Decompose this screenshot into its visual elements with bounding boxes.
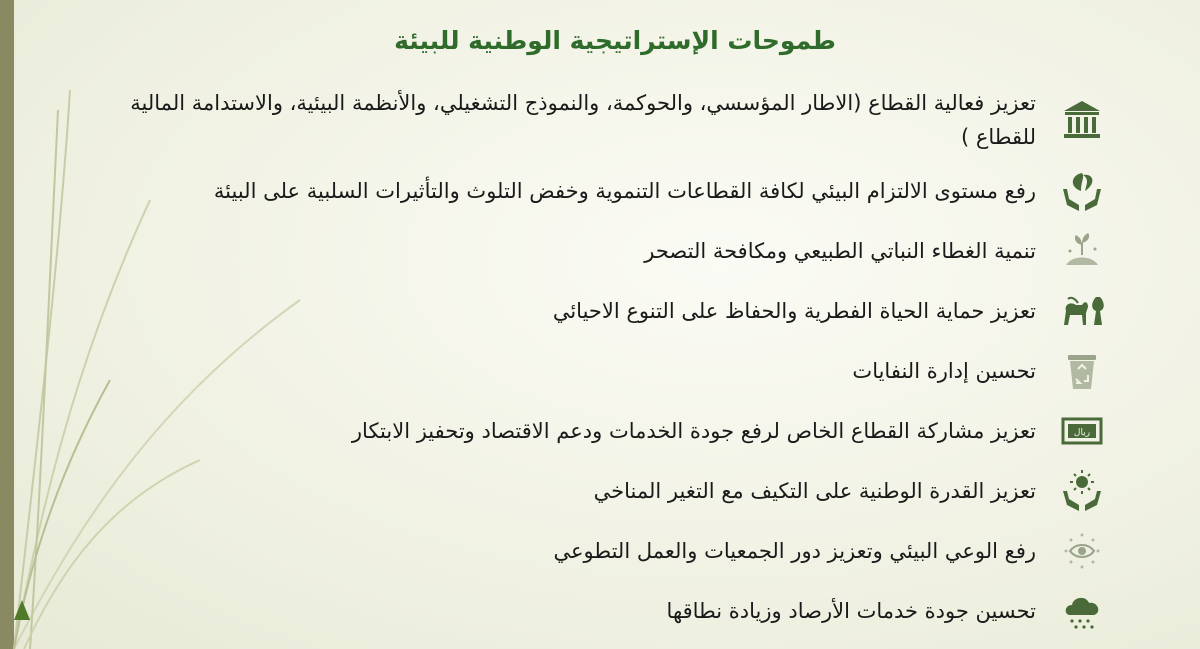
recycle-bin-icon xyxy=(1054,346,1110,396)
list-item-text: تنمية الغطاء النباتي الطبيعي ومكافحة التصحر xyxy=(644,239,1036,263)
list-item-text: تعزيز مشاركة القطاع الخاص لرفع جودة الخدمات ودعم الاقتصاد وتحفيز الابتكار xyxy=(351,419,1036,443)
list-item xyxy=(60,346,1110,396)
list-item xyxy=(60,286,1110,336)
list-item xyxy=(60,406,1110,456)
list-item-text: تحسين إدارة النفايات xyxy=(852,359,1036,383)
page-title: طموحات الإستراتيجية الوطنية للبيئة xyxy=(394,26,836,55)
list-item xyxy=(60,166,1110,216)
hands-sun-icon xyxy=(1054,466,1110,516)
list-item xyxy=(60,526,1110,576)
list-item-text: تحسين جودة خدمات الأرصاد وزيادة نطاقها xyxy=(666,599,1036,623)
riyal-banknote-icon xyxy=(1054,406,1110,456)
list-item xyxy=(60,226,1110,276)
list-item xyxy=(60,586,1110,636)
list-item xyxy=(60,466,1110,516)
awareness-eye-icon xyxy=(1054,526,1110,576)
list-item xyxy=(60,86,1110,154)
ambitions-list xyxy=(60,86,1110,646)
list-item-text: رفع مستوى الالتزام البيئي لكافة القطاعات التنموية وخفض التلوث والتأثيرات السلبية على البيئة xyxy=(213,179,1036,203)
list-item-text: رفع الوعي البيئي وتعزيز دور الجمعيات والعمل التطوعي xyxy=(553,539,1036,563)
list-item-text: تعزيز حماية الحياة الفطرية والحفاظ على التنوع الاحيائي xyxy=(552,299,1036,323)
hands-leaves-icon xyxy=(1054,166,1110,216)
list-item-text: تعزيز فعالية القطاع (الاطار المؤسسي، والحوكمة، والنموذج التشغيلي، والأنظمة البيئية، والاستدامة المالية للقطاع ) xyxy=(130,91,1036,149)
banknote-label: ريال xyxy=(1073,428,1091,438)
wildlife-icon xyxy=(1054,286,1110,336)
rain-cloud-icon xyxy=(1054,586,1110,636)
institution-icon xyxy=(1054,95,1110,145)
seedling-icon xyxy=(1054,226,1110,276)
list-item-text: تعزيز القدرة الوطنية على التكيف مع التغير المناخي xyxy=(593,479,1036,503)
